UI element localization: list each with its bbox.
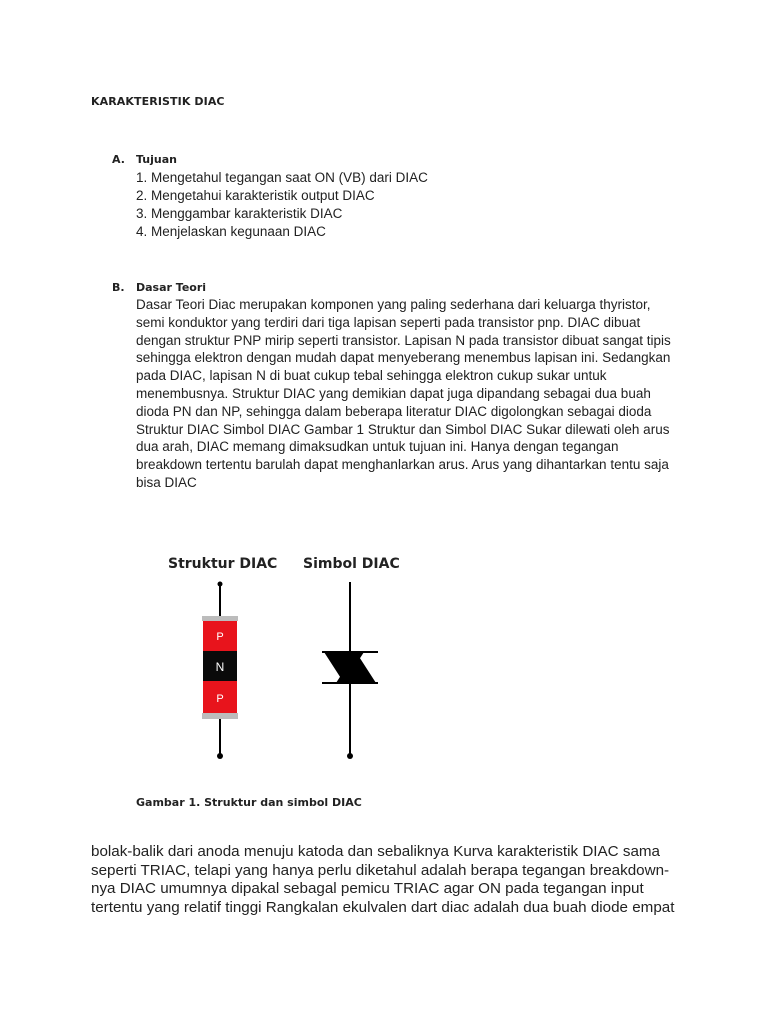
figure-caption: Gambar 1. Struktur dan simbol DIAC: [136, 796, 362, 809]
objectives-list: [136, 169, 428, 241]
symbol-label: Simbol DIAC: [303, 556, 400, 572]
list-item: 3. Menggambar karakteristik DIAC: [136, 206, 343, 221]
structure-cap-bottom: [202, 713, 238, 719]
structure-cap-top: [202, 616, 238, 621]
continuation-paragraph: bolak-balik dari anoda menuju katoda dan sebaliknya Kurva karakteristik DIAC sama seperti TRIAC, telapi yang hanya perlu diketahul adalah berapa tegangan breakdown-nya DIAC umumnya dipakal sebagal pemicu TRIAC agar ON pada tegangan input tertentu yang relatif tinggi Rangkalan ekulvalen dart diac adalah dua buah diode empat: [91, 843, 675, 916]
structure-label: Struktur DIAC: [168, 556, 278, 572]
layer-label-p-bottom: P: [216, 693, 224, 705]
section-a-heading: [112, 153, 177, 166]
list-item: 2. Mengetahui karakteristik output DIAC: [136, 188, 375, 203]
theory-paragraph: Dasar Teori Diac merupakan komponen yang paling sederhana dari keluarga thyristor, semi konduktor yang terdiri dari tiga lapisan seperti pada transistor pnp. DIAC dibuat dengan struktur PNP mirip seperti transistor. Lapisan N pada transistor dibuat sangat tipis sehingga elektron dengan mudah dapat menyeberang menembus lapisan ini. Sedangkan pada DIAC, lapisan N di buat cukup tebal sehingga elektron cukup sukar untuk menembusnya. Struktur DIAC yang demikian dapat juga dipandang sebagai dua buah dioda PN dan NP, sehingga dalam beberapa literatur DIAC digolongkan sebagai dioda Struktur DIAC Simbol DIAC Gambar 1 Struktur dan Simbol DIAC Sukar dilewati oleh arus dua arah, DIAC memang dimaksudkan untuk tujuan ini. Hanya dengan tegangan breakdown tertentu barulah dapat menghanlarkan arus. Arus yang dihantarkan tentu saja bisa DIAC: [136, 297, 671, 490]
section-b-heading: [112, 281, 206, 294]
structure-diagram: [202, 582, 238, 760]
list-item: 4. Menjelaskan kegunaan DIAC: [136, 224, 326, 239]
list-item: 1. Mengetahul tegangan saat ON (VB) dari DIAC: [136, 170, 428, 185]
layer-label-n: N: [215, 660, 225, 674]
diac-figure: [160, 552, 400, 772]
terminal-dot-bottom: [217, 753, 223, 759]
symbol-diagram: [322, 582, 378, 759]
section-a-title: Tujuan: [136, 153, 177, 166]
section-b-title: Dasar Teori: [136, 281, 207, 294]
terminal-dot-top: [218, 582, 223, 587]
diac-diagram: [160, 552, 400, 772]
symbol-terminal-dot: [347, 753, 353, 759]
section-b-letter: B.: [112, 281, 125, 294]
layer-label-p-top: P: [216, 631, 224, 643]
section-a-letter: A.: [112, 153, 125, 166]
document-title: KARAKTERISTIK DIAC: [91, 95, 225, 108]
